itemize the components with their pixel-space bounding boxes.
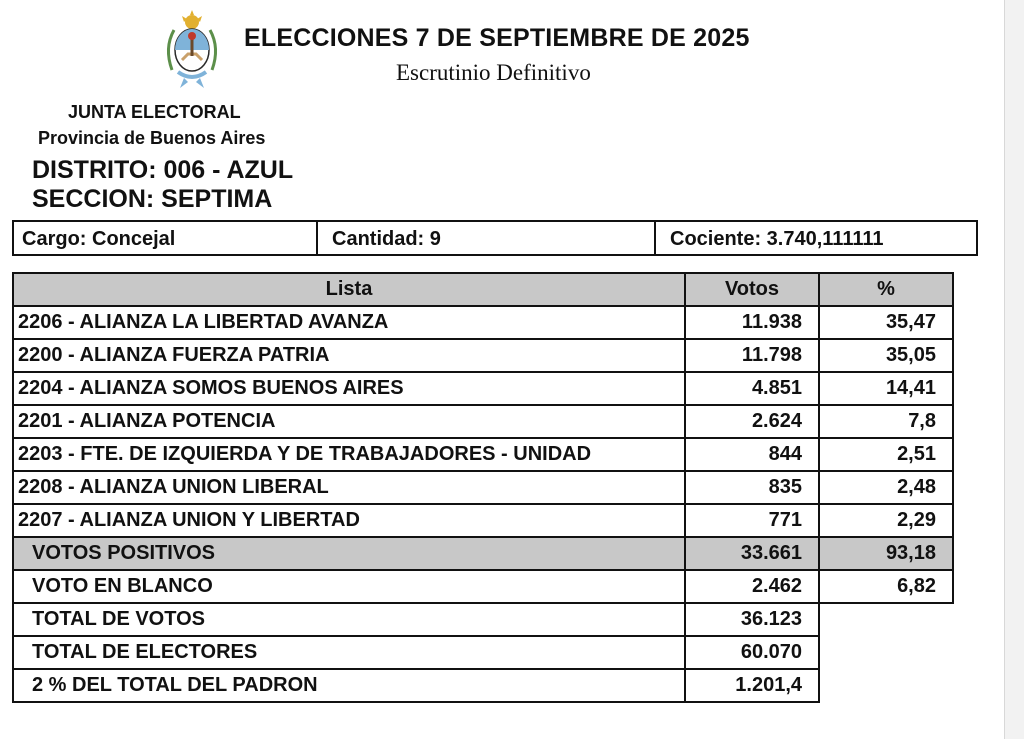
padron-label: 2 % DEL TOTAL DEL PADRON <box>13 669 685 702</box>
blank-votes-row <box>13 570 953 603</box>
row-pct: 35,47 <box>819 306 953 339</box>
empty-cell <box>819 669 953 702</box>
row-pct: 2,29 <box>819 504 953 537</box>
org-province: Provincia de Buenos Aires <box>38 128 266 148</box>
blank-votes-pct: 6,82 <box>819 570 953 603</box>
empty-cell <box>819 603 953 636</box>
row-votos: 4.851 <box>685 372 819 405</box>
cantidad-cell: Cantidad: 9 <box>318 222 656 254</box>
table-row <box>13 405 953 438</box>
org-name: JUNTA ELECTORAL <box>68 102 241 122</box>
table-row <box>13 471 953 504</box>
positive-votes-value: 33.661 <box>685 537 819 570</box>
scrollbar-track <box>1004 0 1024 739</box>
padron-value: 1.201,4 <box>685 669 819 702</box>
info-bar <box>12 220 978 256</box>
table-row <box>13 372 953 405</box>
row-votos: 11.938 <box>685 306 819 339</box>
row-lista: 2203 - FTE. DE IZQUIERDA Y DE TRABAJADORES - UNIDAD <box>13 438 685 471</box>
positive-votes-pct: 93,18 <box>819 537 953 570</box>
row-pct: 2,48 <box>819 471 953 504</box>
page-subtitle: Escrutinio Definitivo <box>396 60 591 85</box>
positive-votes-label: VOTOS POSITIVOS <box>13 537 685 570</box>
table-row <box>13 504 953 537</box>
total-electors-row <box>13 636 953 669</box>
row-votos: 11.798 <box>685 339 819 372</box>
row-lista: 2207 - ALIANZA UNION Y LIBERTAD <box>13 504 685 537</box>
total-votes-row <box>13 603 953 636</box>
header-pct: % <box>819 273 953 306</box>
row-pct: 14,41 <box>819 372 953 405</box>
district-label: DISTRITO: 006 - AZUL <box>32 156 294 184</box>
row-pct: 7,8 <box>819 405 953 438</box>
table-header-row <box>13 273 953 306</box>
row-lista: 2200 - ALIANZA FUERZA PATRIA <box>13 339 685 372</box>
padron-row <box>13 669 953 702</box>
header-lista: Lista <box>13 273 685 306</box>
blank-votes-value: 2.462 <box>685 570 819 603</box>
row-lista: 2206 - ALIANZA LA LIBERTAD AVANZA <box>13 306 685 339</box>
row-votos: 835 <box>685 471 819 504</box>
table-row <box>13 306 953 339</box>
table-row <box>13 339 953 372</box>
blank-votes-label: VOTO EN BLANCO <box>13 570 685 603</box>
row-pct: 35,05 <box>819 339 953 372</box>
header-votos: Votos <box>685 273 819 306</box>
row-lista: 2204 - ALIANZA SOMOS BUENOS AIRES <box>13 372 685 405</box>
cociente-cell: Cociente: 3.740,111111 <box>670 228 884 250</box>
row-votos: 2.624 <box>685 405 819 438</box>
total-votes-value: 36.123 <box>685 603 819 636</box>
empty-cell <box>819 636 953 669</box>
positive-votes-row <box>13 537 953 570</box>
row-pct: 2,51 <box>819 438 953 471</box>
cargo-cell: Cargo: Concejal <box>14 222 318 254</box>
total-electors-label: TOTAL DE ELECTORES <box>13 636 685 669</box>
row-lista: 2208 - ALIANZA UNION LIBERAL <box>13 471 685 504</box>
row-votos: 771 <box>685 504 819 537</box>
page-title: ELECCIONES 7 DE SEPTIEMBRE DE 2025 <box>244 24 750 52</box>
row-lista: 2201 - ALIANZA POTENCIA <box>13 405 685 438</box>
section-label: SECCION: SEPTIMA <box>32 185 273 213</box>
row-votos: 844 <box>685 438 819 471</box>
total-votes-label: TOTAL DE VOTOS <box>13 603 685 636</box>
table-row <box>13 438 953 471</box>
total-electors-value: 60.070 <box>685 636 819 669</box>
results-table <box>12 272 954 703</box>
coat-of-arms-icon <box>160 8 224 90</box>
